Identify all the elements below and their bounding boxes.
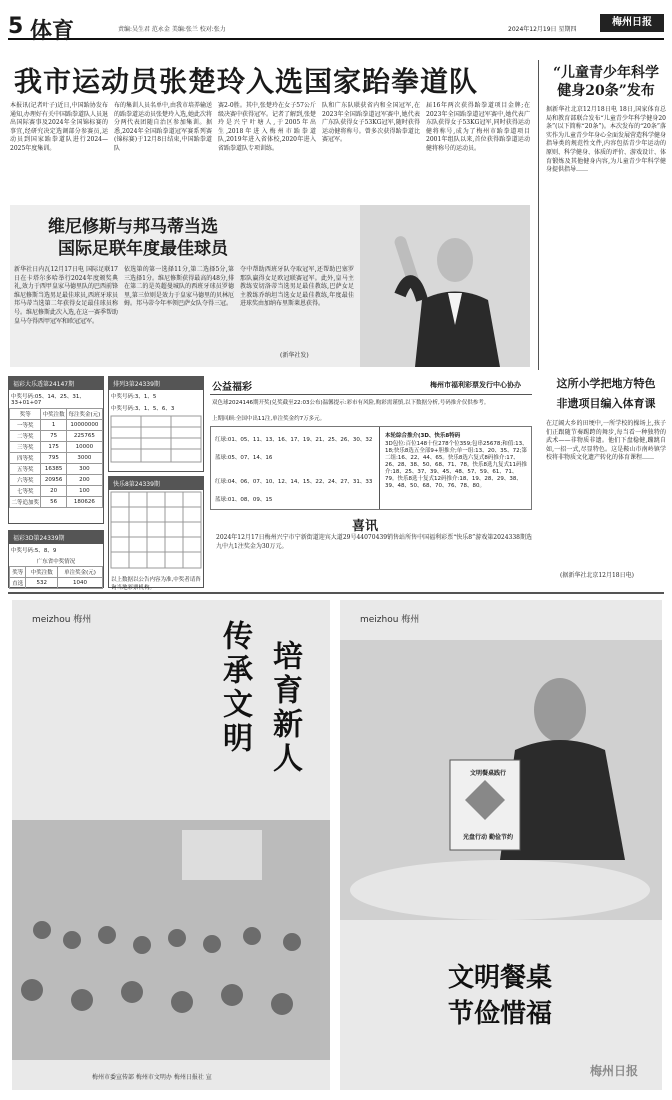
cell: 75 <box>41 431 66 442</box>
guangdong-grid <box>9 566 103 589</box>
welfare-divider <box>379 427 380 509</box>
side-story-1-body: 据新华社北京12月18日电 18日,国家体育总局和教育部联合发布“儿童青少年科学健身20条”(以下简称“20条”)。本次发布的“20条”落实作为儿童青少年身心全面发展营造科学健身指导类的规范性文件,内容包括青少年运动的原则、科学健身、体质的评价、游戏设计、体育锻炼及其他健身内容,为儿童青少年科学健身提供指导…… <box>546 106 667 174</box>
ad-left-slogan-b: 培育新人 <box>267 640 302 776</box>
cell: 四等奖 <box>10 453 41 464</box>
cell: 二等奖 <box>10 431 41 442</box>
ad-dining <box>340 600 662 1090</box>
feature-headline <box>48 216 228 260</box>
congrats-body: 2024年12月17日梅州兴宁市宁新街道迎宾大道29号4407043​9销售站所售中国福利彩票“快乐8”游戏第2024338期选九中九1注奖金为30万元。 <box>216 534 532 550</box>
side-story-2-credit: (据新华社北京12月18日电) <box>560 572 634 579</box>
col-header: 单注奖金(元) <box>58 567 103 578</box>
lottery-table-1-title: 福彩大乐透第24147期 <box>9 377 103 390</box>
ad-right-slogan-line2: 节俭惜福 <box>447 999 552 1029</box>
coach-photo <box>360 205 530 367</box>
feature-body-col3: 夺中帮助西班牙队夺取冠军,还帮助巴塞罗那队赢得女足欧冠联赛冠军。此外,皇马主教练安切洛蒂当选男足最佳教练,巴萨女足主教练乔纳坦当选女足最佳教练,年度最佳进球奖由加纳布里斯莱恩获得。 <box>240 266 354 308</box>
cell: 1 <box>41 420 66 431</box>
ad-divider <box>8 592 664 594</box>
ad-civilization <box>12 600 330 1090</box>
cell: 795 <box>41 453 66 464</box>
lottery-table-1 <box>8 376 104 524</box>
lottery-table-4-title: 福彩3D第24339期 <box>9 531 103 544</box>
lottery-table-5-grid <box>109 490 203 570</box>
lead-body-col5: 届16年两次获得跆拳道项目金牌;在2023年全国跆拳道冠军赛中,她代表广东队获得女子53KG冠军,同时获得运动健将称号,成为了梅州市跆拳道项目2001年组队以来,首位获得跆拳道运动健将称号的运动员。 <box>426 102 530 152</box>
cell: 20956 <box>41 475 66 486</box>
blue-balls-1: 蓝球:05、07、14、16 <box>215 455 273 461</box>
col-header: 奖等 <box>10 567 26 578</box>
blue-balls-2: 蓝球:01、08、09、15 <box>215 497 273 503</box>
coach-figure <box>360 205 530 367</box>
lottery-table-4-numbers: 中奖号码:5、8、9 <box>11 548 57 554</box>
ad-right-logo: meizhou 梅州 <box>360 615 420 625</box>
cell: 20 <box>41 486 66 497</box>
lead-headline: 我市运动员张楚玲入选国家跆拳道队 <box>14 65 479 98</box>
sales-body: 3D包位:百位148十位278个位359;包串25678;和值:13、18;快乐8选五全部9+胆推介;单一组:13、20、35、72;第二组:16、22、44、65。快乐8选六复式8码推介:17、26、28、38、50、68、71、78。快乐8选九复式11码推介:18、25、37、39、45、48、57、59、61、71、79。快乐8选十复式12码推介:18、19、28、29、38、39、48、50、68、70、76、78、80。 <box>385 441 528 489</box>
lottery-table-2-numbers: 中奖号码:3、1、5 <box>111 394 157 400</box>
welfare-title: 公益福彩 <box>212 382 252 393</box>
waitress-photo <box>340 640 662 920</box>
side-story-1-headline: “儿童青少年科学健身20条”发布 <box>552 65 660 99</box>
lottery-table-1-numbers: 中奖号码:05、14、25、31、33+01+07 <box>11 394 85 406</box>
page-number: 5 <box>8 14 24 39</box>
cell: 10000 <box>66 442 102 453</box>
ad-left-logo: meizhou 梅州 <box>32 615 92 625</box>
cell: 100 <box>66 486 102 497</box>
section-title: 体育 <box>30 19 75 44</box>
date-line: 2024年12月19日 星期四 <box>508 26 577 33</box>
lottery-footnote: 以上数据以公告内容为准,中奖者请咨询当地彩票机构。 <box>111 577 201 591</box>
lottery-table-5 <box>108 476 204 591</box>
congrats-title: 喜讯 <box>352 519 379 534</box>
side-story-2-headline <box>546 374 666 414</box>
feature-body-col1: 新华社日内瓦12月17日电 国际足联17日在卡塔尔多哈举行2024年度颁奖典礼,效力于西甲皇家马德里队的巴西前锋维尼修斯当选男足最佳球员,西班牙球员邦马蒂当选第二年获得女足最佳球员称号。维尼修斯此次入选,在这一赛季帮助皇马夺得西甲冠军和欧冠冠军。 <box>14 266 118 325</box>
editors-line: 责编:吴生君 范永金 美编:张兰 校对:张力 <box>118 26 226 33</box>
red-balls-1: 红球:01、05、11、13、16、17、19、21、25、26、30、32 <box>215 437 373 443</box>
side-story-2-body: 在辽阔大乡的田埂中,一所学校的操场上,孩子们正跟随节奏踢跨的舞步,每当看一种独特的武术——非物质非遗。他们下盘稳健,蹦跳自如,一招一式,尽显特色。这是鞍山市南岭镇学校将非物质文化遗产转化的体育课程…… <box>546 420 666 462</box>
red-balls-2: 红球:04、06、07、10、12、14、15、22、24、27、31、33 <box>215 479 373 485</box>
cell: 六等奖 <box>10 475 41 486</box>
feature-credit: (新华社发) <box>280 352 309 359</box>
masthead <box>8 6 664 44</box>
placard-title: 文明餐桌践行 <box>469 770 506 777</box>
cell: 直选 <box>10 578 26 589</box>
cell: 56 <box>41 497 66 508</box>
cell: 532 <box>26 578 58 589</box>
lead-body-col4: 队和广东队联获省内和全国冠军,在2023年全国跆拳道冠军赛中,她代表广东队获得女子53KG冠军,随时获得运动健将称号。曾多次获得跆拳道比赛冠军。 <box>322 102 420 144</box>
cell: 10000000 <box>66 420 102 431</box>
watermark: 梅州日报 <box>590 1064 639 1078</box>
feature-headline-line1: 维尼修斯与邦马蒂当选 <box>48 217 218 237</box>
cell: 三等奖 <box>10 442 41 453</box>
ad-right-slogan <box>410 960 590 1032</box>
col-header: 每注奖金(元) <box>66 409 102 420</box>
feature-body-col2: 依选第的第一选择11分,第二选择5分,第三选择1分。维尼修斯获得最高的48分,排在第二的是英超曼城队的西班牙球员罗德里,第三位则是效力于皇家马德里的贝林厄姆。邦马蒂今年率领巴萨女队夺得三冠。 <box>124 266 234 308</box>
classroom-photo <box>12 820 330 1060</box>
cell: 180626 <box>66 497 102 508</box>
cell: 1040 <box>58 578 103 589</box>
cell: 二等追加奖 <box>10 497 41 508</box>
lottery-table-2-title: 排列3第24339期 <box>109 377 203 390</box>
lottery-table-4 <box>8 530 104 588</box>
cell: 300 <box>66 464 102 475</box>
lead-body-col1: 本报讯(记者叶子)近日,中国跆协发布通知,办理好有关中国跆拳道队人员退出国际赛事及2024年全国锦标赛的事宜,经研究决定选调部分参赛员,运动员到国家跆拳道队进行2024—2025年度集训。 <box>10 102 108 152</box>
ad-left-slogan-a: 传承文明 <box>217 620 252 756</box>
feature-headline-line2: 国际足联年度最佳球员 <box>58 239 228 259</box>
col-header: 中奖注数 <box>41 409 66 420</box>
guangdong-title: 广东省中奖情况 <box>36 559 76 565</box>
lead-body-col3: 赛2-0胜。其中,张楚玲在女子57公斤级决赛中获得冠军。记者了解到,张楚玲是兴宁叶塘人,于2005年出生,2018年进入梅州市跆拳道队,2019年进入省体校,2020年进入省跆拳道队专项训练。 <box>218 102 316 152</box>
cell: 一等奖 <box>10 420 41 431</box>
side-story-2-headline-line2: 非遗项目编入体育课 <box>556 397 656 410</box>
lottery-table-5-title: 快乐8第24339期 <box>109 477 203 490</box>
col-header: 奖等 <box>10 409 41 420</box>
cell: 16385 <box>41 464 66 475</box>
placard-subtitle: 光盘行动 勤俭节约 <box>462 834 514 841</box>
lottery-table-2-grid <box>109 414 203 464</box>
col-header: 中奖注数 <box>26 567 58 578</box>
cell: 200 <box>66 475 102 486</box>
welfare-org: 梅州市福利彩票发行中心协办 <box>430 381 521 389</box>
welfare-draw-line: 上期回顾:全国中出11注,单注奖金约7万多元。 <box>212 416 326 422</box>
ad-left-footer: 梅州市委宣传部 梅州市文明办 梅州日报社 宣 <box>92 1074 212 1081</box>
welfare-rule <box>210 394 532 395</box>
cell: 五等奖 <box>10 464 41 475</box>
side-story-2-headline-line1: 这所小学把地方特色 <box>556 377 656 390</box>
lottery-table-1-grid <box>9 408 103 508</box>
cell: 225765 <box>66 431 102 442</box>
cell: 3000 <box>66 453 102 464</box>
column-divider <box>538 60 539 370</box>
paper-logo: 梅州日报 <box>600 14 664 32</box>
sales-header: 本轮综合推介(3D、快乐8特码 <box>385 433 461 439</box>
ad-right-slogan-line1: 文明餐桌 <box>447 963 552 993</box>
welfare-notice: 双色球2024146期开奖(兑奖截至22:03公布)温馨提示:彩市有风险,购彩需谨慎,以下数据分析,号码推介仅供参考。 <box>212 400 490 406</box>
welfare-grid <box>210 426 532 510</box>
cell: 175 <box>41 442 66 453</box>
lead-body-col2: 布的集训人员名单中,由我市培养输送的跆拳道运动员张楚玲入选,她此次将分两代表团随自治区参加集训。据悉,2024年全国跆拳道冠军赛系列赛(锦标赛)于12月8日结束,中国跆拳道队 <box>114 102 212 152</box>
lottery-table-3-numbers: 中奖号码:3、1、5、6、3 <box>111 406 175 412</box>
cell: 七等奖 <box>10 486 41 497</box>
lottery-table-2 <box>108 376 204 472</box>
